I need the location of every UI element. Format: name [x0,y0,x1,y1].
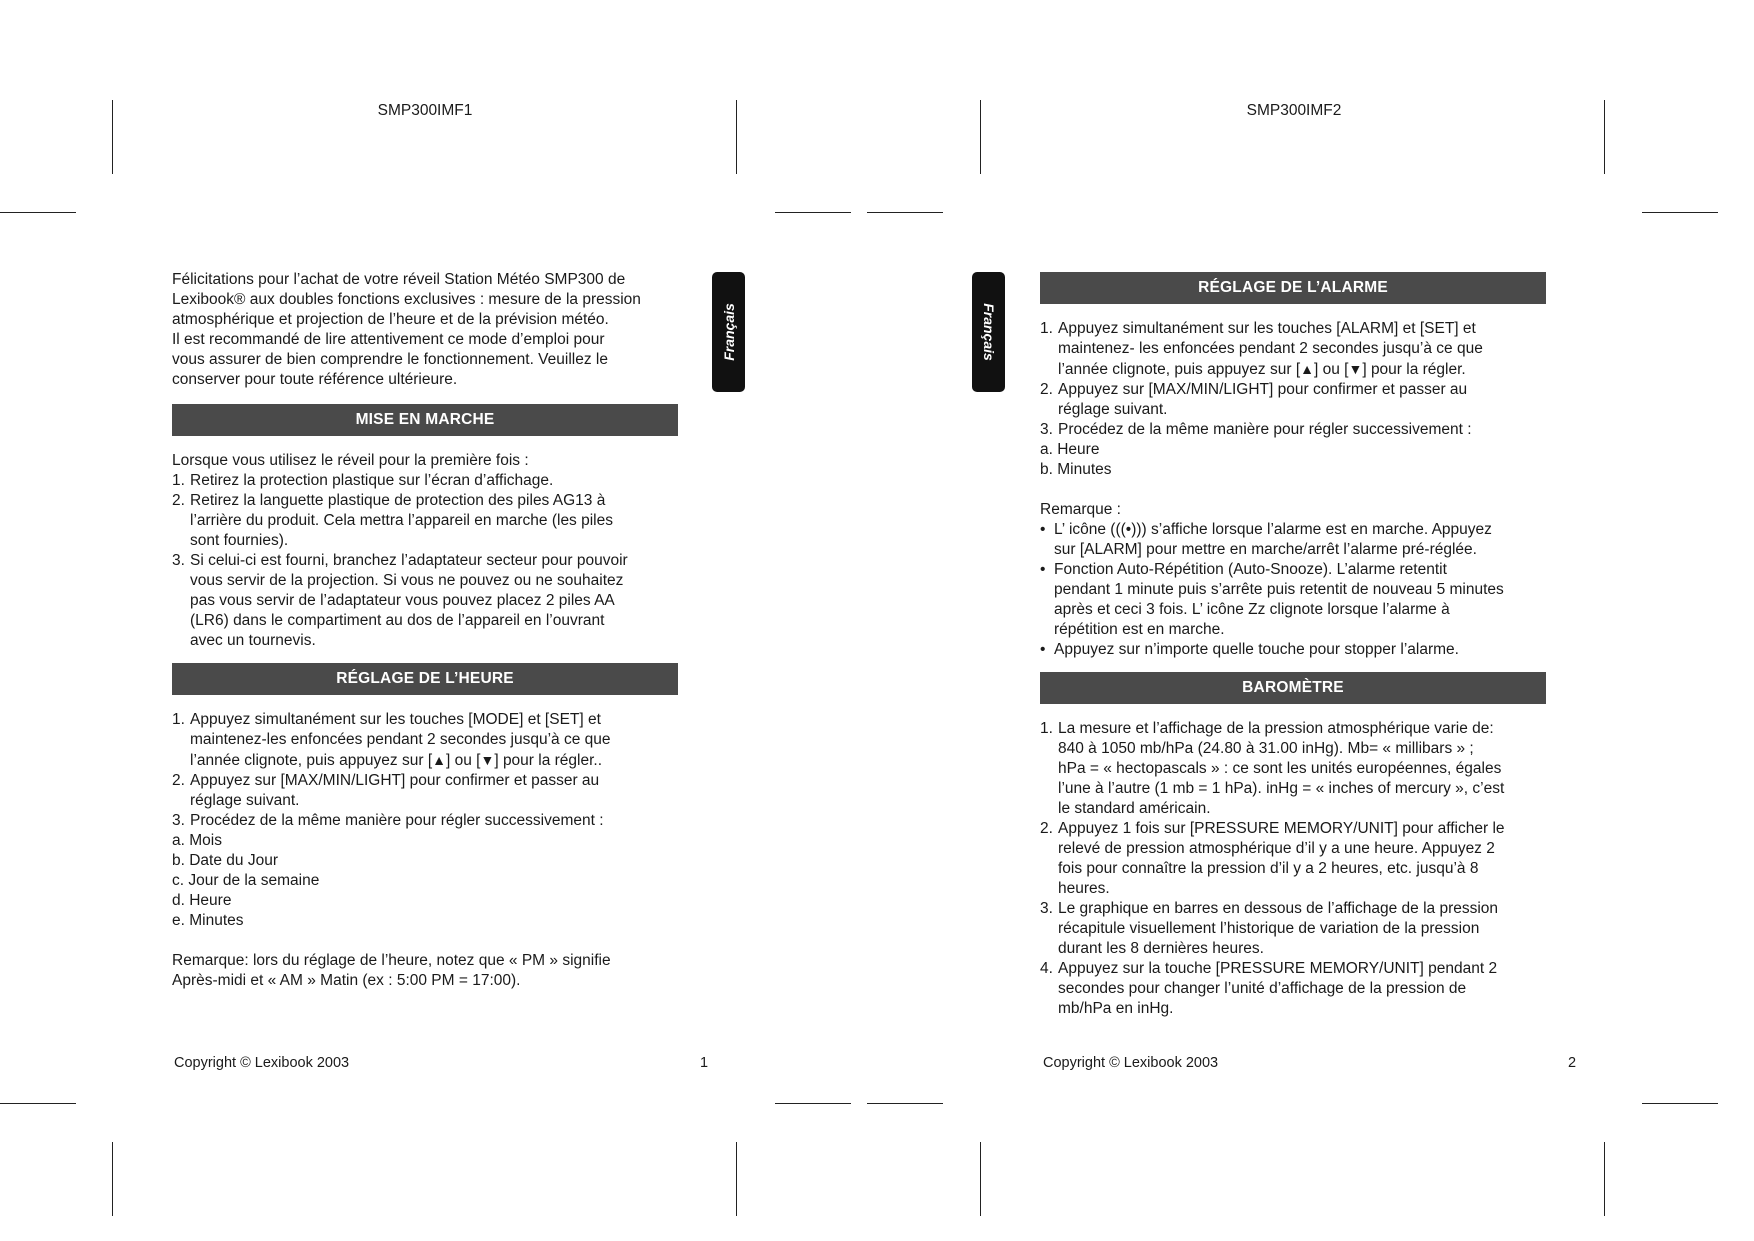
item-line: Retirez la languette plastique de protection des piles AG13 à [190,492,606,509]
item-line: Appuyez sur [MAX/MIN/LIGHT] pour confirmer et passer au [1058,381,1468,398]
language-tab-right [972,272,1005,392]
item-line: relevé de pression atmosphérique d’il y a une heure. Appuyez 2 [1058,840,1495,857]
crop-mark [0,1103,76,1104]
item-text: ] pour la régler.. [494,752,603,769]
copyright-right: Copyright © Lexibook 2003 [1043,1055,1219,1071]
bullet-item [1040,640,1546,660]
item-number: 3. [172,812,185,829]
list-item [1040,819,1546,899]
crop-mark [1604,1142,1605,1216]
item-line: maintenez-les enfoncées pendant 2 secondes jusqu’à ce que [190,731,611,748]
item-line: Appuyez sur [MAX/MIN/LIGHT] pour confirmer et passer au [190,772,600,789]
sub-item: c. Jour de la semaine [172,872,320,889]
item-line: vous servir de la projection. Si vous ne pouvez ou ne souhaitez [190,572,624,589]
intro-line: Lexibook® aux doubles fonctions exclusives : mesure de la pression [172,291,641,308]
list-item [1040,319,1546,380]
mise-en-marche-body [172,451,678,651]
crop-mark [775,212,851,213]
bullet-icon: • [1040,561,1046,578]
item-text: l’année clignote, puis appuyez sur [ [190,752,433,769]
bullet-line: Fonction Auto-Répétition (Auto-Snooze). L’alarme retentit [1054,561,1447,578]
mise-en-marche-list [172,471,678,651]
reglage-alarme-list [1040,319,1546,440]
section-lead: Lorsque vous utilisez le réveil pour la première fois : [172,452,529,469]
crop-mark [980,1142,981,1216]
crop-mark [980,100,981,174]
item-text: ] pour la régler. [1362,361,1466,378]
crop-mark [1642,212,1718,213]
left-page-content [172,270,678,991]
crop-mark [736,100,737,174]
item-line: Appuyez simultanément sur les touches [MODE] et [SET] et [190,711,601,728]
intro-paragraph [172,270,678,392]
item-line [1058,359,1546,380]
item-line: Appuyez simultanément sur les touches [ALARM] et [SET] et [1058,320,1476,337]
page-code-left: SMP300IMF1 [377,102,473,119]
item-text: ] ou [ [1314,361,1349,378]
up-arrow-icon: ▲ [1300,361,1314,377]
item-line: mb/hPa en inHg. [1058,1000,1174,1017]
reglage-alarme-body [1040,319,1546,660]
crop-mark [112,1142,113,1216]
item-line: fois pour connaître la pression d’il y a 2 heures, etc. jusqu’à 8 [1058,860,1479,877]
item-line: (LR6) dans le compartiment au dos de l’appareil en l’ouvrant [190,612,605,629]
item-line [190,750,678,771]
copyright-left: Copyright © Lexibook 2003 [174,1055,350,1071]
item-number: 1. [172,472,185,489]
section-heading-reglage-alarme: RÉGLAGE DE L’ALARME [1040,272,1546,304]
item-line: heures. [1058,880,1110,897]
item-number: 2. [1040,381,1053,398]
page-number-left: 1 [700,1055,709,1071]
crop-mark [736,1142,737,1216]
section-heading-barometre: BAROMÈTRE [1040,672,1546,704]
bullet-line: Appuyez sur n’importe quelle touche pour stopper l’alarme. [1054,641,1459,658]
item-line: le standard américain. [1058,800,1211,817]
down-arrow-icon: ▼ [480,752,495,768]
item-line: Appuyez sur la touche [PRESSURE MEMORY/UNIT] pendant 2 [1058,960,1498,977]
item-number: 3. [1040,900,1053,917]
crop-mark [112,100,113,174]
sub-item: a. Mois [172,832,222,849]
crop-mark [1604,100,1605,174]
bullet-line: répétition est en marche. [1054,621,1225,638]
item-text: l’année clignote, puis appuyez sur [ [1058,361,1301,378]
list-item [172,771,678,811]
bullet-item [1040,520,1546,560]
item-number: 2. [172,772,185,789]
bullet-item [1040,560,1546,640]
item-number: 1. [1040,320,1053,337]
item-line: l’une à l’autre (1 mb = 1 hPa). inHg = « inches of mercury », c’est [1058,780,1505,797]
item-line: récapitule visuellement l’historique de variation de la pression [1058,920,1480,937]
barometre-list [1040,719,1546,1019]
item-line: Retirez la protection plastique sur l’écran d’affichage. [190,472,554,489]
item-line: Appuyez 1 fois sur [PRESSURE MEMORY/UNIT] pour afficher le [1058,820,1505,837]
item-text: ] ou [ [446,752,481,769]
item-number: 1. [172,711,185,728]
section-heading-reglage-heure: RÉGLAGE DE L’HEURE [172,663,678,695]
item-number: 2. [172,492,185,509]
item-line: Si celui-ci est fourni, branchez l’adaptateur secteur pour pouvoir [190,552,628,569]
list-item [172,471,678,491]
item-number: 2. [1040,820,1053,837]
intro-line: Félicitations pour l’achat de votre réveil Station Météo SMP300 de [172,271,626,288]
crop-mark [867,212,943,213]
crop-mark [867,1103,943,1104]
item-line: Le graphique en barres en dessous de l’affichage de la pression [1058,900,1499,917]
sub-item: d. Heure [172,892,232,909]
language-tab-label: Français [980,303,997,361]
language-tab-label: Français [720,303,737,361]
item-line: sont fournies). [190,532,289,549]
page-code-right: SMP300IMF2 [1246,102,1342,119]
bullet-line: L’ icône (((•))) s’affiche lorsque l’alarme est en marche. Appuyez [1054,521,1492,538]
item-line: hPa = « hectopascals » : ce sont les unités européennes, égales [1058,760,1502,777]
item-line: Procédez de la même manière pour régler successivement : [190,812,604,829]
item-number: 3. [1040,421,1053,438]
crop-mark [775,1103,851,1104]
list-item [172,491,678,551]
sub-item: a. Heure [1040,441,1100,458]
item-number: 3. [172,552,185,569]
list-item [1040,899,1546,959]
intro-line: Il est recommandé de lire attentivement ce mode d’emploi pour [172,331,605,348]
item-line: réglage suivant. [190,792,300,809]
crop-mark [0,212,76,213]
sub-item: b. Date du Jour [172,852,278,869]
note-line: Après-midi et « AM » Matin (ex : 5:00 PM = 17:00). [172,972,521,989]
bullet-icon: • [1040,641,1046,658]
item-line: Procédez de la même manière pour régler successivement : [1058,421,1472,438]
page-number-right: 2 [1568,1055,1577,1071]
bullet-icon: • [1040,521,1046,538]
language-tab-left [712,272,745,392]
bullet-line: sur [ALARM] pour mettre en marche/arrêt l’alarme pré-réglée. [1054,541,1477,558]
list-item [1040,420,1546,440]
list-item [1040,959,1546,1019]
list-item [1040,719,1546,819]
time-note [172,951,678,991]
item-line: pas vous servir de l’adaptateur vous pouvez placez 2 piles AA [190,592,615,609]
barometre-body [1040,719,1546,1019]
bullet-line: après et ceci 3 fois. L’ icône Zz clignote lorsque l’alarme à [1054,601,1450,618]
bullet-line: pendant 1 minute puis s’arrête puis retentit de nouveau 5 minutes [1054,581,1504,598]
up-arrow-icon: ▲ [432,752,446,768]
item-number: 1. [1040,720,1053,737]
intro-line: conserver pour toute référence ultérieure. [172,371,458,388]
item-number: 4. [1040,960,1053,977]
item-line: La mesure et l’affichage de la pression atmosphérique varie de: [1058,720,1494,737]
list-item [172,710,678,771]
item-line: réglage suivant. [1058,401,1168,418]
item-line: l’arrière du produit. Cela mettra l’appareil en marche (les piles [190,512,613,529]
note-line: Remarque: lors du réglage de l’heure, notez que « PM » signifie [172,952,611,969]
sub-item: b. Minutes [1040,461,1112,478]
list-item [1040,380,1546,420]
right-page-content [1040,272,1546,1019]
crop-mark [1642,1103,1718,1104]
item-line: avec un tournevis. [190,632,316,649]
reglage-heure-sublist [172,831,678,931]
item-line: 840 à 1050 mb/hPa (24.80 à 31.00 inHg). Mb= « millibars » ; [1058,740,1474,757]
alarm-notes-list [1040,520,1546,660]
section-heading-mise-en-marche: MISE EN MARCHE [172,404,678,436]
sub-item: e. Minutes [172,912,244,929]
down-arrow-icon: ▼ [1348,361,1363,377]
reglage-heure-list [172,710,678,831]
reglage-heure-body [172,710,678,991]
list-item [172,551,678,651]
item-line: durant les 8 dernières heures. [1058,940,1264,957]
intro-line: atmosphérique et projection de l’heure et de la prévision météo. [172,311,609,328]
note-title: Remarque : [1040,501,1121,518]
item-line: maintenez- les enfoncées pendant 2 secondes jusqu’à ce que [1058,340,1483,357]
reglage-alarme-sublist [1040,440,1546,480]
item-line: secondes pour changer l’unité d’affichage de la pression de [1058,980,1467,997]
intro-line: vous assurer de bien comprendre le fonctionnement. Veuillez le [172,351,608,368]
list-item [172,811,678,831]
